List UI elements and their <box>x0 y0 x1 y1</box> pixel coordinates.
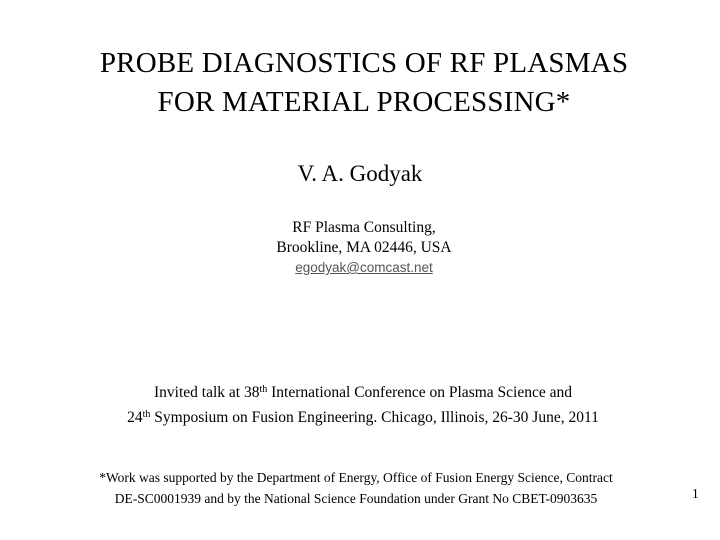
affiliation-block <box>0 218 720 278</box>
title-line-1: PROBE DIAGNOSTICS OF RF PLASMAS <box>99 47 629 79</box>
page-number: 1 <box>692 486 699 501</box>
affiliation-org: RF Plasma Consulting, <box>292 219 436 236</box>
talk-line-2-text: 24 <box>127 409 143 426</box>
slide-title <box>0 44 720 122</box>
talk-info <box>0 380 720 430</box>
talk-line-1-text: Invited talk at 38 <box>154 384 260 401</box>
title-line-2: FOR MATERIAL PROCESSING* <box>157 86 571 118</box>
talk-line-2 <box>0 405 720 430</box>
author-name: V. A. Godyak <box>297 161 423 186</box>
ordinal-suffix: th <box>142 409 151 420</box>
footnote-line-2: DE-SC0001939 and by the National Science Foundation under Grant No CBET-0903635 <box>114 491 598 506</box>
talk-line-1 <box>0 380 720 405</box>
funding-footnote <box>0 467 712 509</box>
footnote-line-1: *Work was supported by the Department of Energy, Office of Fusion Energy Science, Contract <box>99 470 613 485</box>
talk-line-2-rest: Symposium on Fusion Engineering. Chicago, Illinois, 26-30 June, 2011 <box>150 409 599 426</box>
talk-line-1-rest: International Conference on Plasma Science and <box>267 384 572 401</box>
email-link[interactable]: egodyak@comcast.net <box>295 260 433 275</box>
ordinal-suffix: th <box>259 384 268 395</box>
affiliation-address: Brookline, MA 02446, USA <box>276 239 452 256</box>
